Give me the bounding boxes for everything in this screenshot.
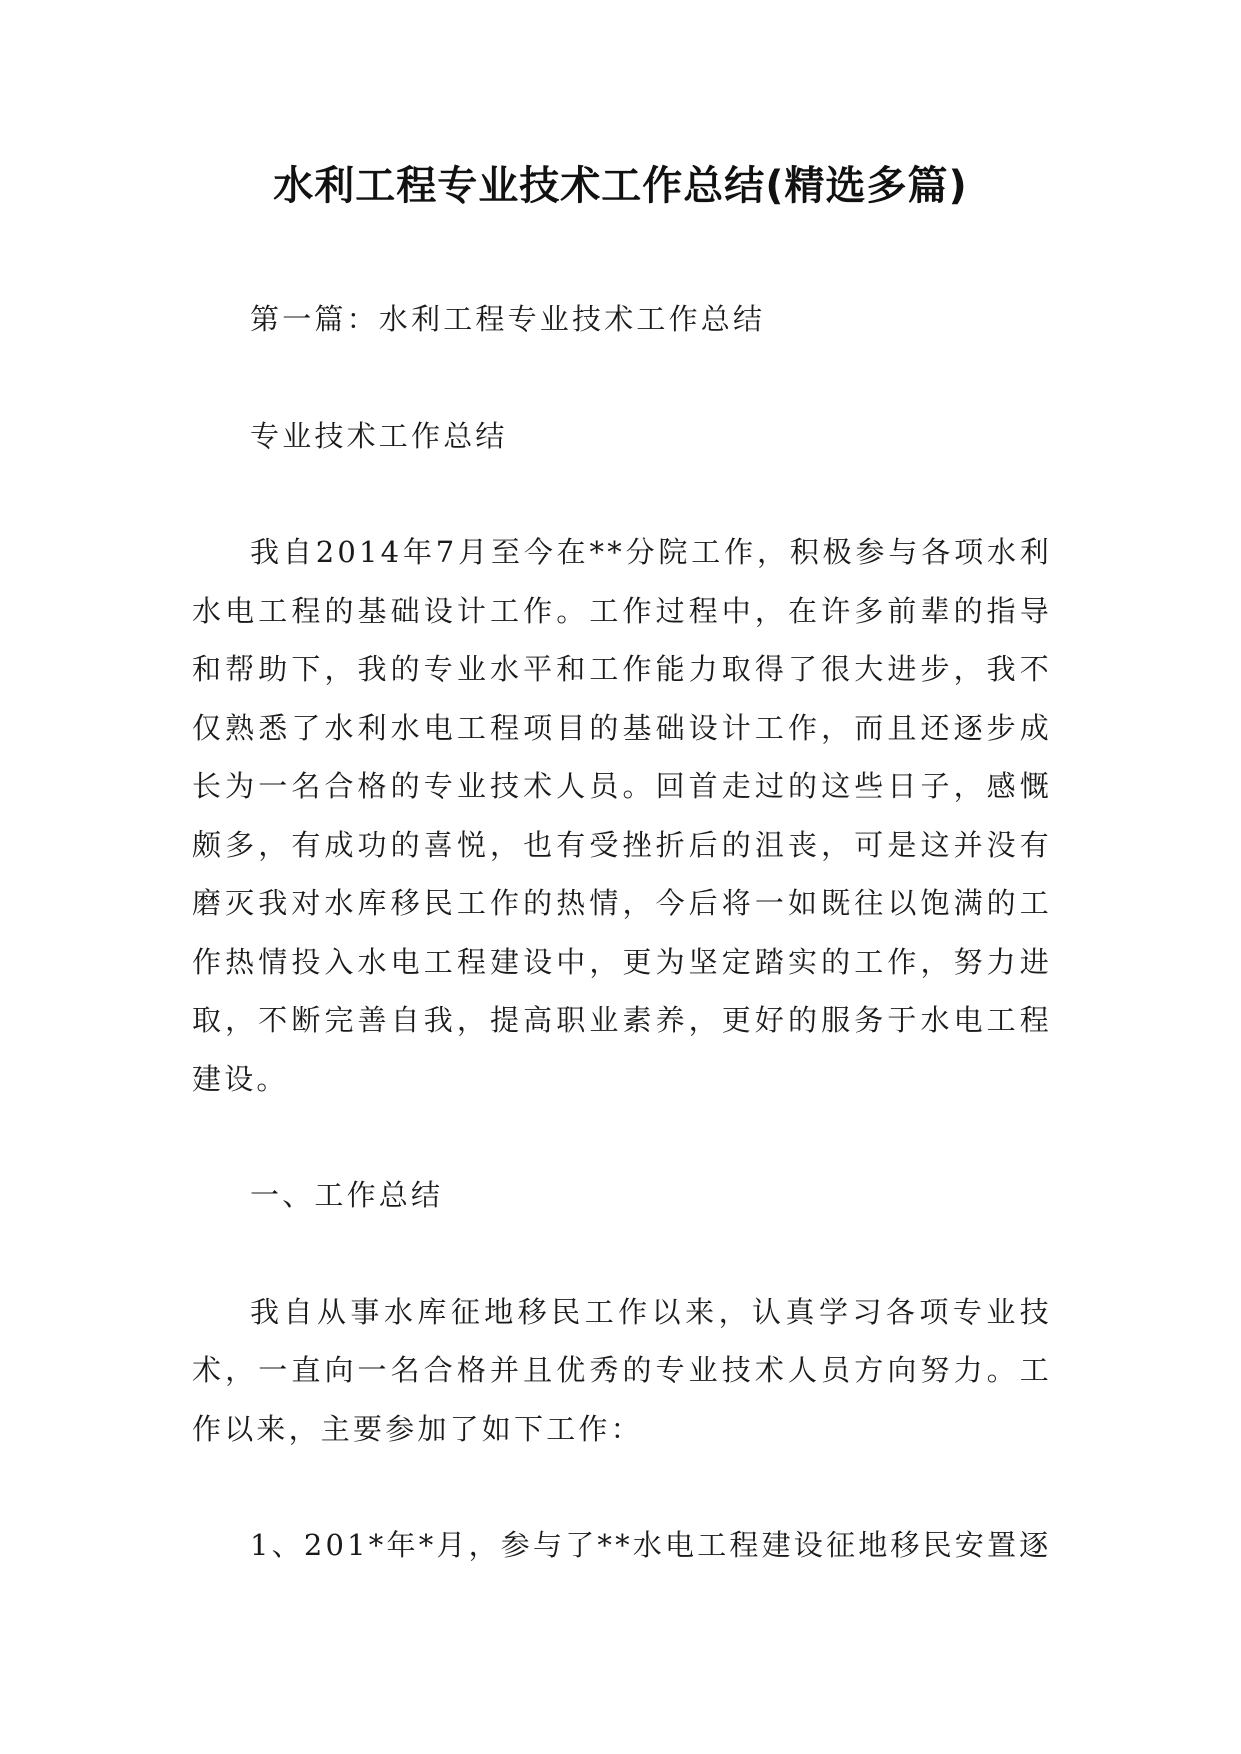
document-body: [192, 290, 1052, 1633]
paragraph-work-overview: 我自从事水库征地移民工作以来，认真学习各项专业技术，一直向一名合格并且优秀的专业技术人员方向努力。工作以来，主要参加了如下工作：: [192, 1294, 1052, 1446]
document-title: 水利工程专业技术工作总结(精选多篇): [273, 163, 968, 209]
subheading-summary: 专业技术工作总结: [250, 418, 508, 453]
section-heading-part-one: 第一篇：水利工程专业技术工作总结: [250, 302, 766, 336]
paragraph-intro: 我自2014年7月至今在**分院工作，积极参与各项水利水电工程的基础设计工作。工作过程中，在许多前辈的指导和帮助下，我的专业水平和工作能力取得了很大进步，我不仅熟悉了水利水电工程项目的基础设计工作，而且还逐步成长为一名合格的专业技术人员。回首走过的这些日子，感慨颇多，有成功的喜悦，也有受挫折后的沮丧，可是这并没有磨灭我对水库移民工作的热情，今后将一如既往以饱满的工作热情投入水电工程建设中，更为坚定踏实的工作，努力进取，不断完善自我，提高职业素养，更好的服务于水电工程建设。: [192, 535, 1052, 1096]
section-heading-work-summary: 一、工作总结: [250, 1178, 444, 1212]
paragraph-item-1: 1、201*年*月，参与了**水电工程建设征地移民安置逐: [250, 1528, 1052, 1562]
